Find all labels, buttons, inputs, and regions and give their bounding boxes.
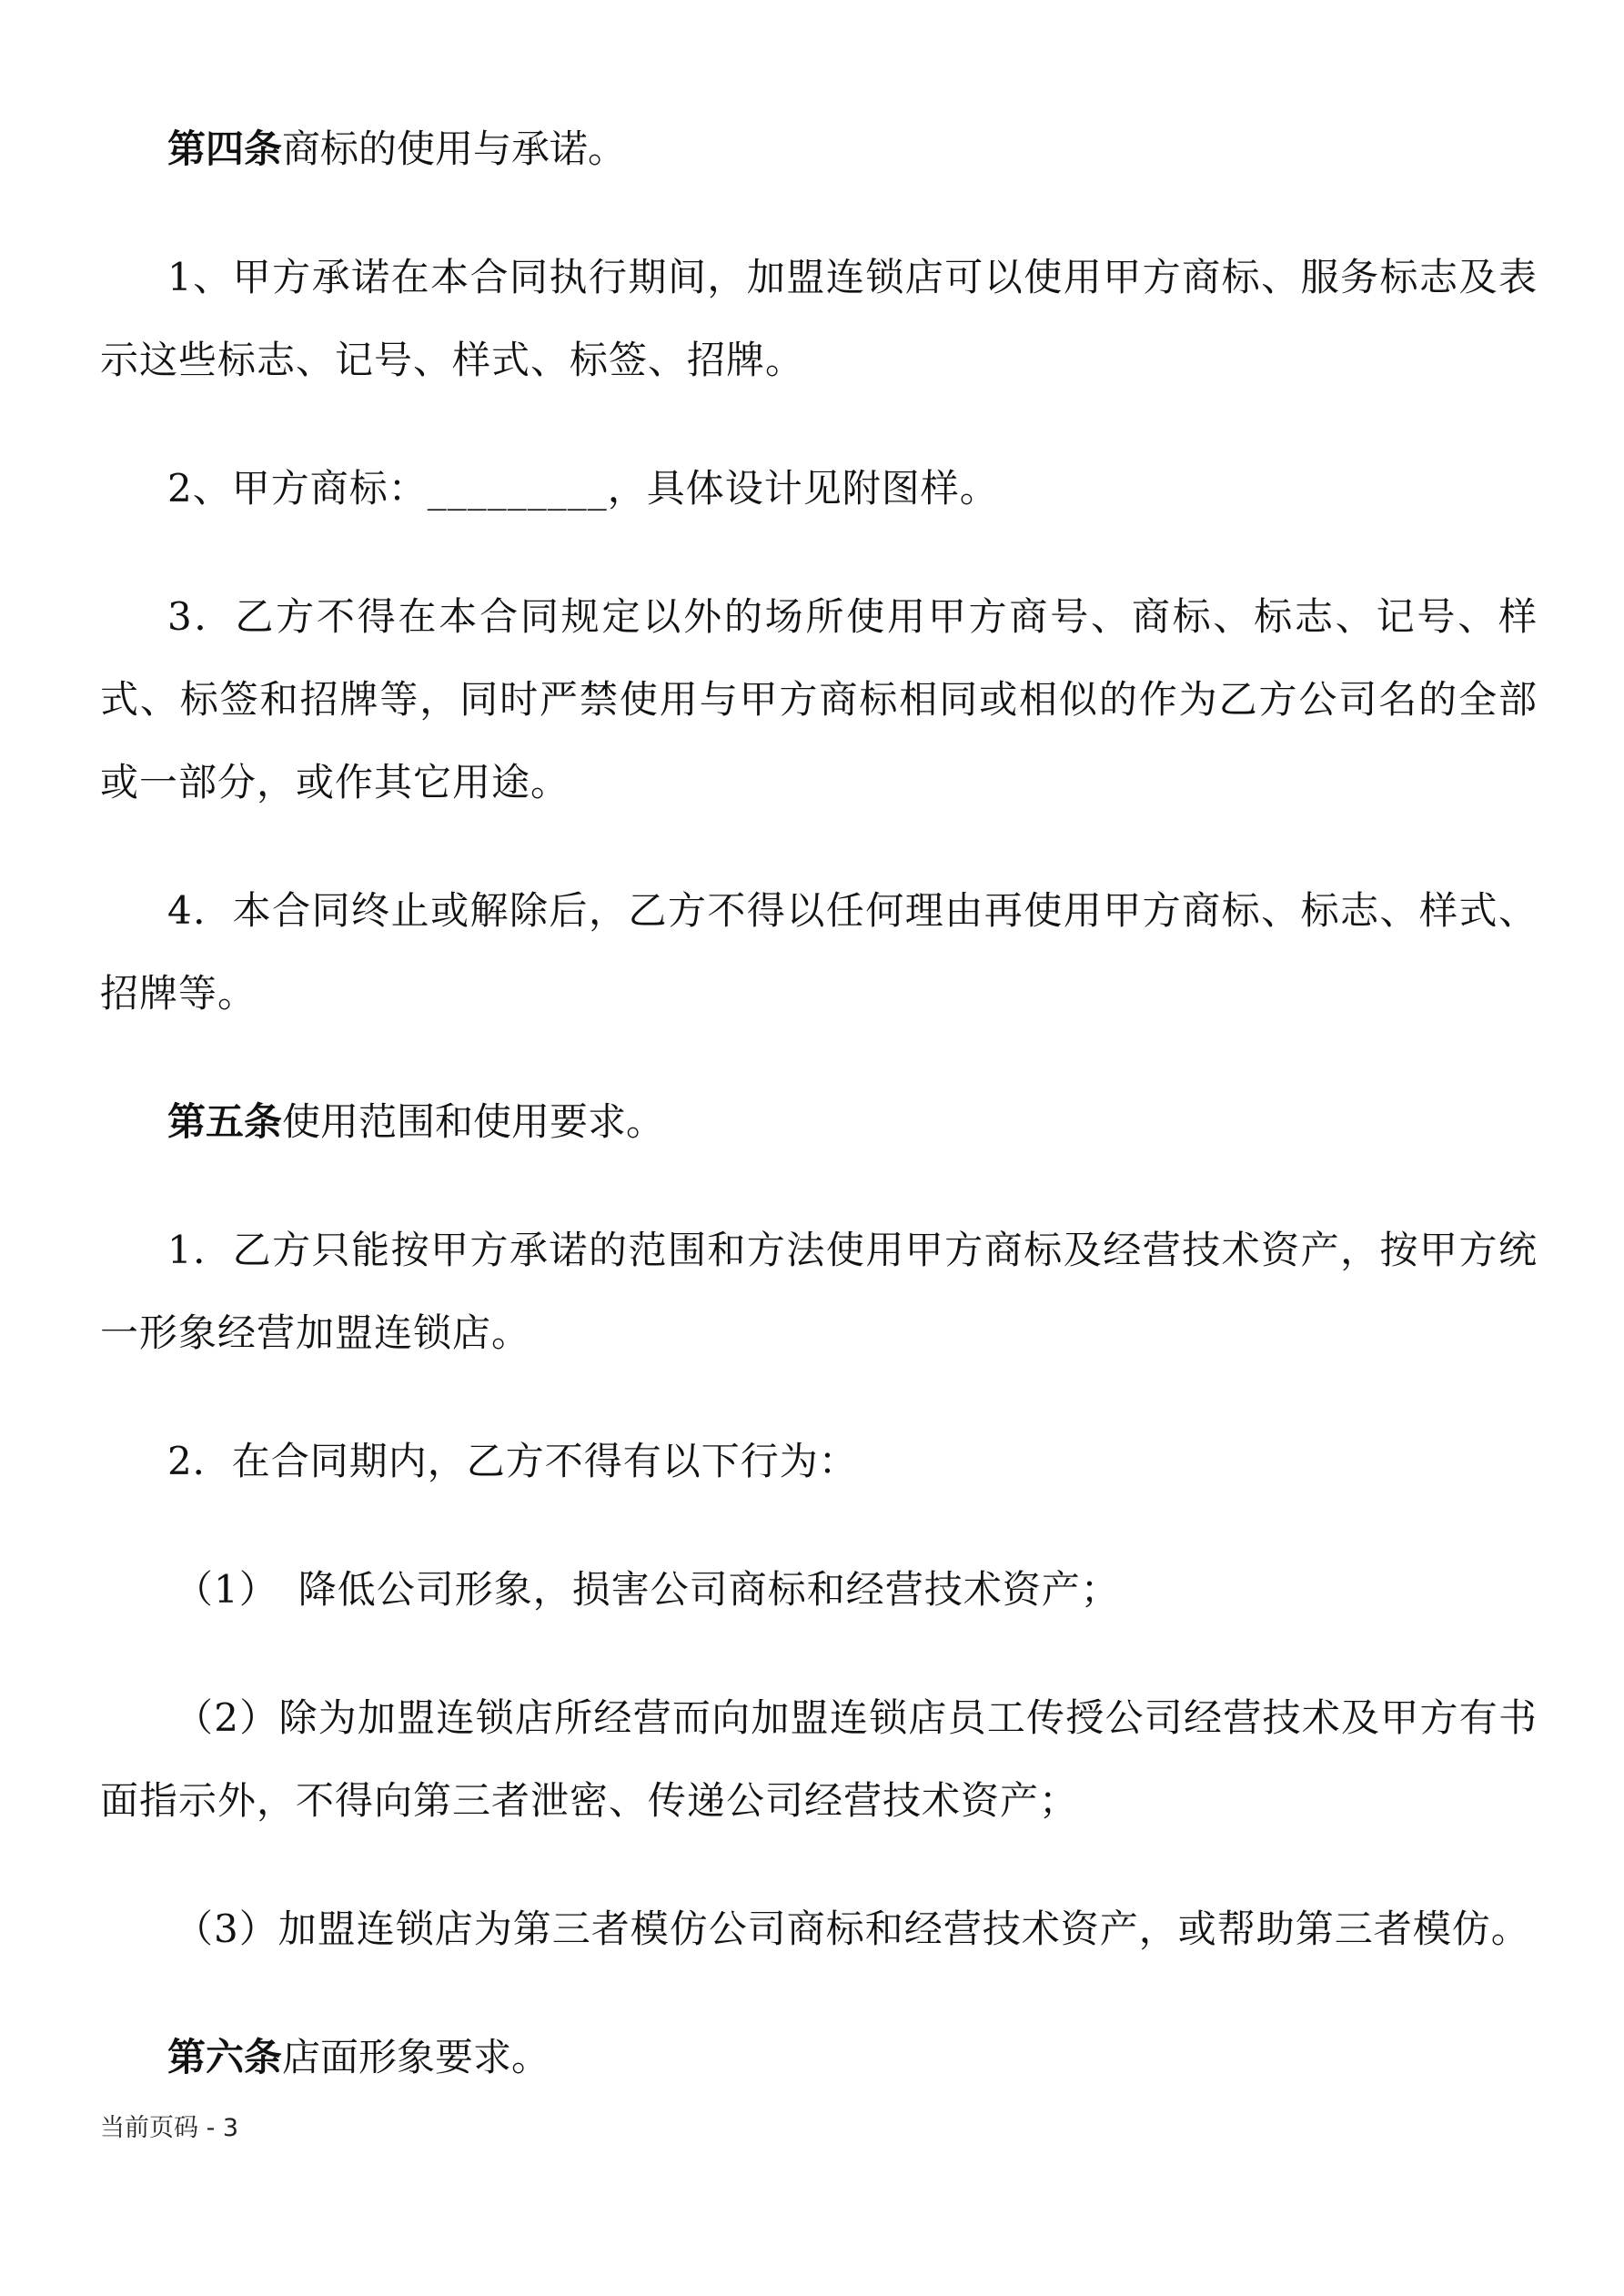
article-5-subclause-2: （2）除为加盟连锁店所经营而向加盟连锁店员工传授公司经营技术及甲方有书面指示外，不得向第三者泄密、传递公司经营技术资产；	[100, 1695, 1538, 1823]
article-5-title: 使用范围和使用要求。	[282, 1099, 665, 1144]
article-4-title: 商标的使用与承诺。	[282, 126, 627, 171]
article-4-number: 第四条	[167, 126, 283, 171]
article-4-clause-3: 3．乙方不得在本合同规定以外的场所使用甲方商号、商标、标志、记号、样式、标签和招牌等，同时严禁使用与甲方商标相同或相似的作为乙方公司名的全部或一部分，或作其它用途。	[100, 594, 1538, 804]
article-6-number: 第六条	[167, 2035, 283, 2079]
article-5-clause-1: 1．乙方只能按甲方承诺的范围和方法使用甲方商标及经营技术资产，按甲方统一形象经营加盟连锁店。	[100, 1228, 1538, 1355]
article-5-subclause-3: （3）加盟连锁店为第三者模仿公司商标和经营技术资产，或帮助第三者模仿。	[175, 1907, 1530, 1951]
document-page	[100, 107, 1538, 2144]
article-5-number: 第五条	[167, 1099, 283, 1144]
article-4-clause-1: 1、甲方承诺在本合同执行期间，加盟连锁店可以使用甲方商标、服务标志及表示这些标志、记号、样式、标签、招牌。	[100, 255, 1538, 382]
page-number-footer: 当前页码 - 3	[100, 2114, 239, 2142]
article-5-clause-2: 2．在合同期内，乙方不得有以下行为：	[167, 1439, 858, 1483]
article-5-subclause-1: （1） 降低公司形象，损害公司商标和经营技术资产；	[175, 1567, 1120, 1612]
article-4-clause-2: 2、甲方商标：_________，具体设计见附图样。	[167, 466, 999, 511]
article-6-title: 店面形象要求。	[282, 2035, 550, 2079]
article-5-heading	[100, 1080, 1538, 1163]
article-4-heading	[100, 107, 1538, 190]
article-6-heading	[100, 2016, 1538, 2099]
article-4-clause-4: 4．本合同终止或解除后，乙方不得以任何理由再使用甲方商标、标志、样式、招牌等。	[100, 888, 1538, 1016]
